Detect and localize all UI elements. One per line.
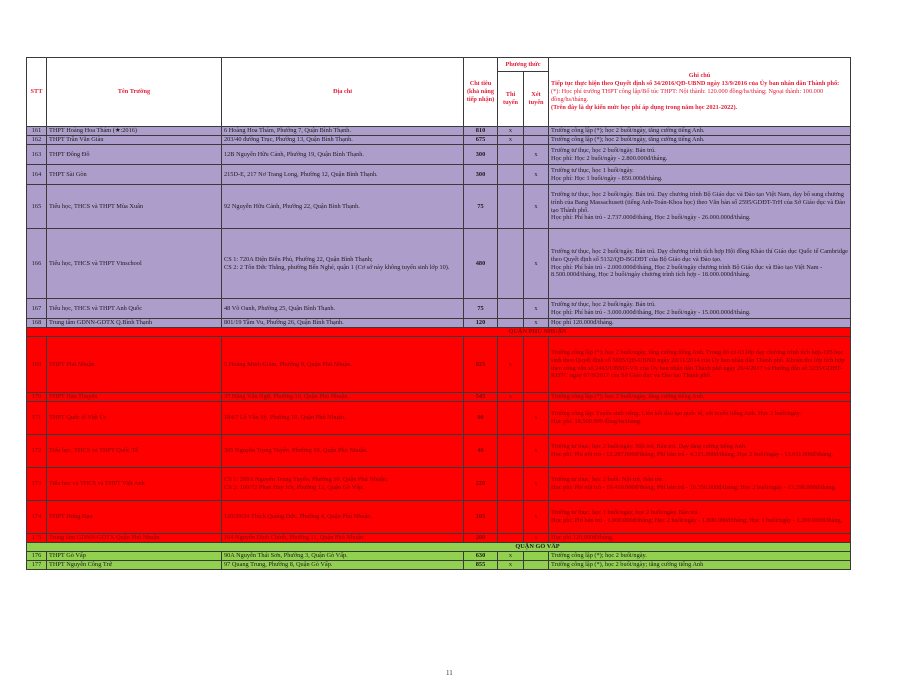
row-stt: 169 — [27, 337, 47, 393]
row-exam-mark: x — [498, 127, 524, 136]
row-note: Trường công lập. Tuyển sinh riêng. Liên kết đào tạo quốc tế, xét tuyển tiếng Anh. Học 2 buổi/ngày. Học phí: 18.500.000 đồng/hs/tháng. — [549, 402, 851, 435]
row-note: Trường tư thục, học 2 buổi/ngày. Bán trú. Học phí: Phí bán trú - 3.000.000đ/tháng, Học 2 buổi/ngày - 15.000.000đ/tháng. — [549, 299, 851, 319]
row-address: 120/29/24 Thích Quảng Đức, Phường 4, Quận Phú Nhuận. — [222, 501, 464, 534]
row-exam-mark: x — [498, 136, 524, 145]
section-row — [27, 543, 851, 552]
row-address: CS 1: 269A Nguyễn Trọng Tuyển, Phường 10, Quận Phú Nhuận; CS 2: 160/72 Phan Huy Ích, Phường 12, Quận Gò Vấp. — [222, 468, 464, 501]
row-school-name: Trung tâm GDNN-GDTX Q.Bình Thạnh — [47, 319, 222, 328]
row-review-mark — [524, 552, 549, 561]
table-row — [27, 299, 851, 319]
section-title: QUẬN PHÚ NHUẬN — [27, 328, 851, 337]
row-exam-mark — [498, 145, 524, 165]
header-address: Địa chỉ — [222, 58, 464, 127]
header-notes-line3: (Trên đây là dự kiến mức học phí áp dụng trong năm học 2021-2022). — [551, 103, 738, 111]
row-quota: 630 — [464, 552, 498, 561]
row-exam-mark — [498, 468, 524, 501]
header-school-name: Tên Trường — [47, 58, 222, 127]
row-school-name: Tiểu học và THCS và THPT Việt Anh — [47, 468, 222, 501]
row-quota: 545 — [464, 393, 498, 402]
row-note: Học phí 120.000đ/tháng. — [549, 319, 851, 328]
row-stt: 172 — [27, 435, 47, 468]
row-address: 801/19 Tầm Vu, Phường 26, Quận Bình Thạnh. — [222, 319, 464, 328]
row-exam-mark — [498, 435, 524, 468]
row-note: Trường công lập (*), học 2 buổi/ngày; tăng cường tiếng Anh — [549, 561, 851, 570]
row-school-name: Tiểu học, THCS và THPT Vinschool — [47, 229, 222, 299]
table-row — [27, 185, 851, 229]
row-review-mark: x — [524, 501, 549, 534]
row-review-mark — [524, 561, 549, 570]
row-address: 215D-E, 217 Nơ Trang Long, Phường 12, Quận Bình Thạnh. — [222, 165, 464, 185]
row-exam-mark — [498, 402, 524, 435]
row-school-name: THPT Gò Vấp — [47, 552, 222, 561]
row-note: Trường công lập (*); học 2 buổi/ngày. — [549, 552, 851, 561]
row-exam-mark: x — [498, 393, 524, 402]
table-row — [27, 402, 851, 435]
row-address: 90A Nguyễn Thái Sơn, Phường 3, Quận Gò Vấp. — [222, 552, 464, 561]
table-row — [27, 435, 851, 468]
header-quota: Chỉ tiêu (khả năng tiếp nhận) — [464, 58, 498, 127]
table-row — [27, 393, 851, 402]
row-address: 12B Nguyễn Hữu Cảnh, Phường 19, Quận Bình Thạnh. — [222, 145, 464, 165]
table-row — [27, 534, 851, 543]
row-quota: 200 — [464, 534, 498, 543]
row-school-name: THPT Quốc tế Việt Úc — [47, 402, 222, 435]
row-exam-mark: x — [498, 552, 524, 561]
page-number: 11 — [446, 669, 453, 677]
table-row — [27, 468, 851, 501]
row-quota: 300 — [464, 145, 498, 165]
row-note: Trường công lập (*); học 2 buổi/ngày, tăng cường tiếng Anh. — [549, 127, 851, 136]
row-review-mark: x — [524, 229, 549, 299]
row-school-name: Trung tâm GDNN-GDTX Quận Phú Nhuận — [47, 534, 222, 543]
row-review-mark — [524, 127, 549, 136]
row-quota: 810 — [464, 127, 498, 136]
row-note: Trường công lập (*); học 2 buổi/ngày, tăng cường tiếng Anh. Trong đó có 03 lớp dạy chương trình tích hợp-105 học sinh theo Quyết định số 5695/QĐ-UBND ngày 20/11/2014 của Ủy ban nhân dân Thành phố. Khoản thu lớp tích hợp theo công văn số 2463/UBND-VX của Ủy ban nhân dân Thành phố ngày 26/4/2017 và Hướng dẫn số 3235/GDĐT-KHTC ngày 07/9/2017 của Sở Giáo dục và Đào tạo Thành phố. — [549, 337, 851, 393]
row-stt: 165 — [27, 185, 47, 229]
row-review-mark: x — [524, 185, 549, 229]
row-stt: 163 — [27, 145, 47, 165]
row-school-name: Tiểu học, THCS và THPT Anh Quốc — [47, 299, 222, 319]
table-row — [27, 165, 851, 185]
header-notes-title: Ghi chú — [688, 72, 711, 80]
row-stt: 171 — [27, 402, 47, 435]
row-note: Trường tư thục, học 2 buổi/ngày. Bán trú. Học phí: Học 2 buổi/ngày - 2.800.000đ/tháng. — [549, 145, 851, 165]
row-school-name: THPT Sài Gòn — [47, 165, 222, 185]
row-note: Trường tư thục, học 2 buổi/ngày. Bán trú. Dạy chương trình tích hợp Hội đồng Khảo thí Giáo dục Quốc tế Cambridge theo Quyết định số 5132/QĐ-BGDĐT của Bộ Giáo dục và Đào tạo. Học phí: Phí bán trú - 2.000.000đ/tháng, Học 2 buổi/ngày chương trình Bộ Giáo dục và Đào tạo Việt Nam - 8.500.000đ/tháng, Học 2 buổi/ngày chương trình tích hợp - 18.000.000đ/tháng. — [549, 229, 851, 299]
row-review-mark: x — [524, 435, 549, 468]
row-note: Học phí 120.000đ/tháng. — [549, 534, 851, 543]
table-row — [27, 319, 851, 328]
row-address: 164 Nguyễn Đình Chính, Phường 11, Quận Phú Nhuận. — [222, 534, 464, 543]
header-stt: STT — [27, 58, 47, 127]
row-quota: 90 — [464, 402, 498, 435]
row-exam-mark — [498, 319, 524, 328]
row-quota: 855 — [464, 561, 498, 570]
row-school-name: THPT Hoàng Hoa Thám (★:2016) — [47, 127, 222, 136]
row-school-name: Tiểu học, THCS và THPT Mùa Xuân — [47, 185, 222, 229]
row-address: 37 Đặng Văn Ngữ, Phường 10, Quận Phú Nhuận. — [222, 393, 464, 402]
row-school-name: THPT Phú Nhuận — [47, 337, 222, 393]
row-stt: 173 — [27, 468, 47, 501]
table-row — [27, 337, 851, 393]
row-exam-mark: x — [498, 561, 524, 570]
table-row — [27, 136, 851, 145]
row-quota: 105 — [464, 501, 498, 534]
row-review-mark: x — [524, 402, 549, 435]
row-exam-mark — [498, 299, 524, 319]
row-school-name: THPT Nguyễn Công Trứ — [47, 561, 222, 570]
row-stt: 164 — [27, 165, 47, 185]
row-address: 97 Quang Trung, Phường 8, Quận Gò Vấp. — [222, 561, 464, 570]
table-row — [27, 552, 851, 561]
row-stt: 176 — [27, 552, 47, 561]
row-stt: 168 — [27, 319, 47, 328]
table-body — [27, 127, 851, 570]
schools-table — [26, 57, 851, 570]
row-stt: 170 — [27, 393, 47, 402]
row-quota: 825 — [464, 337, 498, 393]
row-review-mark: x — [524, 165, 549, 185]
row-note: Trường tư thục, học 2 buổi. Nội trú, Bán trú. Học phí: Phí nội trú - 19.410.000đ/tháng; Phí bán trú - 16.356.000đ/tháng; Học 2 buổi/ngày - 13.298.000đ/tháng. — [549, 468, 851, 501]
row-quota: 220 — [464, 468, 498, 501]
row-school-name: THPT Đông Đô — [47, 145, 222, 165]
row-stt: 175 — [27, 534, 47, 543]
row-school-name: THPT Hưng Đạo — [47, 501, 222, 534]
table-row — [27, 229, 851, 299]
row-quota: 120 — [464, 319, 498, 328]
row-school-name: Tiểu học, THCS và THPT Quốc Tế — [47, 435, 222, 468]
row-review-mark: x — [524, 534, 549, 543]
row-stt: 166 — [27, 229, 47, 299]
row-address: 184/7 Lê Văn Sỹ, Phường 10, Quận Phú Nhuận. — [222, 402, 464, 435]
row-exam-mark — [498, 229, 524, 299]
row-exam-mark — [498, 501, 524, 534]
row-stt: 162 — [27, 136, 47, 145]
row-quota: 675 — [464, 136, 498, 145]
row-quota: 480 — [464, 229, 498, 299]
row-quota: 75 — [464, 299, 498, 319]
table-row — [27, 501, 851, 534]
row-note: Trường tư thục, học 1 buổi/ngày. Học phí: Học 1 buổi/ngày - 850.000đ/tháng. — [549, 165, 851, 185]
table-row — [27, 561, 851, 570]
row-stt: 174 — [27, 501, 47, 534]
header-review: Xét tuyển — [524, 72, 549, 127]
row-quota: 40 — [464, 435, 498, 468]
row-address: 6 Hoàng Hoa Thám, Phường 7, Quận Bình Thạnh. — [222, 127, 464, 136]
row-quota: 300 — [464, 165, 498, 185]
row-address: 203/40 đường Trục, Phường 13, Quận Bình Thạnh. — [222, 136, 464, 145]
row-exam-mark: x — [498, 337, 524, 393]
row-review-mark: x — [524, 319, 549, 328]
row-address: 305 Nguyễn Trọng Tuyển, Phường 10, Quận Phú Nhuận. — [222, 435, 464, 468]
row-address: 5 Hoàng Minh Giám, Phường 9, Quận Phú Nhuận. — [222, 337, 464, 393]
header-notes — [549, 58, 851, 127]
row-note: Trường tư thục, học 2 buổi/ngày. Nội trú, Bán trú. Dạy tăng cường tiếng Anh. Học phí: Phí nội trú - 12.287.000đ/tháng; Phí bán trú - 4.321.000đ/tháng; Học 2 buổi/ngày - 13.011.000đ/tháng. — [549, 435, 851, 468]
header-notes-line2: (*): Học phí trường THPT công lập/Bổ túc THPT: Nội thành: 120.000 đồng/hs/tháng; Ngoại thành: 100.000 đồng/hs/tháng. — [551, 88, 824, 103]
row-stt: 161 — [27, 127, 47, 136]
row-note: Trường công lập (*); học 2 buổi/ngày, tăng cường tiếng Anh. — [549, 393, 851, 402]
row-review-mark: x — [524, 468, 549, 501]
row-review-mark — [524, 337, 549, 393]
section-row — [27, 328, 851, 337]
section-title: QUẬN GÒ VẤP — [27, 543, 851, 552]
row-note: Trường công lập (*); học 2 buổi/ngày, tăng cường tiếng Anh. — [549, 136, 851, 145]
row-stt: 167 — [27, 299, 47, 319]
row-address: 48 Võ Oanh, Phường 25, Quận Bình Thạnh. — [222, 299, 464, 319]
row-address: 92 Nguyễn Hữu Cảnh, Phường 22, Quận Bình Thạnh. — [222, 185, 464, 229]
row-exam-mark — [498, 185, 524, 229]
row-review-mark — [524, 393, 549, 402]
row-review-mark: x — [524, 299, 549, 319]
row-quota: 75 — [464, 185, 498, 229]
row-address: CS 1: 720A Điện Biên Phủ, Phường 22, Quận Bình Thạnh; CS 2: 2 Tôn Đức Thắng, phường Bến Nghé, quận 1 (Cơ sở này không tuyển sinh lớp 10). — [222, 229, 464, 299]
row-exam-mark — [498, 534, 524, 543]
row-school-name: THPT Trần Văn Giàu — [47, 136, 222, 145]
header-notes-line1: Tiếp tục thực hiện theo Quyết định số 34/2016/QĐ-UBND ngày 13/9/2016 của Ủy ban nhân dân Thành phố: — [551, 80, 840, 88]
row-note: Trường tư thục, học 2 buổi/ngày. Bán trú. Dạy chương trình Bộ Giáo dục và Đào tạo Việt Nam, dạy bổ sung chương trình của Bang Massachusett (tiếng Anh-Toán-Khoa học) theo Văn bản số 2595/GDĐT-TrH của Sở Giáo dục và Đào tạo Thành phố. Học phí: Phí bán trú - 2.737.000đ/tháng, Học 2 buổi/ngày - 26.000.000đ/tháng. — [549, 185, 851, 229]
row-note: Trường tư thục, học 1 buổi/ngày, học 2 buổi/ngày. Bán trú. Học phí: Phí bán trú - 1.000.000đ/tháng; Học 2 buổi/ngày - 1.800.000đ/tháng; Học 1 buổi/ngày - 1.200.000đ/tháng. — [549, 501, 851, 534]
header-exam: Thi tuyển — [498, 72, 524, 127]
table-row — [27, 145, 851, 165]
header-method: Phương thức — [498, 58, 549, 72]
row-review-mark — [524, 136, 549, 145]
table-row — [27, 127, 851, 136]
row-review-mark: x — [524, 145, 549, 165]
row-exam-mark — [498, 165, 524, 185]
row-school-name: THPT Hàn Thuyên — [47, 393, 222, 402]
row-stt: 177 — [27, 561, 47, 570]
